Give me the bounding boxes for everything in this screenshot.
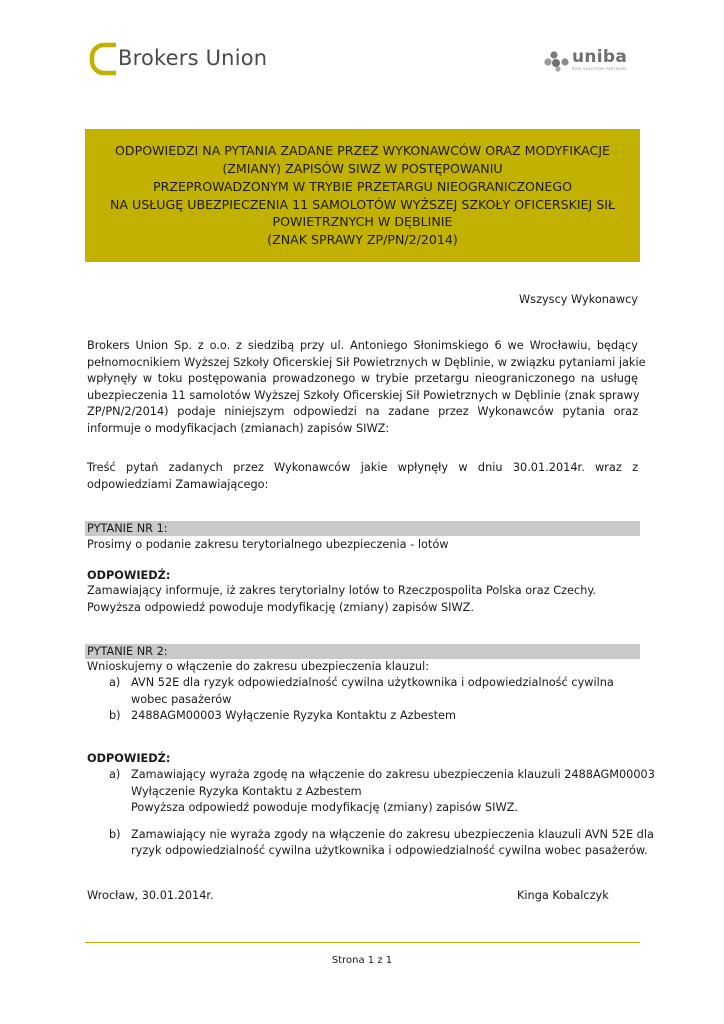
brand-right-name: uniba — [572, 47, 628, 67]
brokers-union-logo — [88, 38, 288, 82]
uniba-dots-icon — [544, 50, 572, 72]
place-date: Wrocław, 30.01.2014r. — [87, 889, 214, 902]
signatory-name: Kinga Kobalczyk — [517, 889, 609, 902]
intro-line-5: ZP/PN/2/2014) podaje niniejszym odpowiedzi na zadane przez Wykonawców pytania oraz — [87, 405, 638, 418]
answer-1-line-2: Powyższa odpowiedź powoduje modyfikację (zmiany) zapisów SIWZ. — [87, 600, 475, 614]
brand-left-name: Brokers Union — [118, 46, 268, 70]
answer-2-item-b — [87, 827, 654, 860]
page-number: Strona 1 z 1 — [331, 955, 393, 966]
uniba-logo — [544, 47, 644, 80]
question-2-item-b-line-1: 2488AGM00003 Wyłączenie Ryzyka Kontaktu z Azbestem — [131, 709, 456, 722]
question-2-item-a-line-2: wobec pasażerów — [131, 692, 232, 706]
answer-2-item-b-marker: b) — [109, 827, 121, 841]
answer-1-line-1: Zamawiający informuje, iż zakres terytorialny lotów to Rzeczpospolita Polska oraz Czechy. — [87, 584, 597, 597]
brand-right-tagline: RISK SOLUTION PARTNERS — [572, 67, 627, 71]
answer-2-list — [87, 767, 655, 860]
questions-intro — [87, 460, 638, 493]
question-1-text: Prosimy o podanie zakresu terytorialnego ubezpieczenia - lotów — [87, 538, 449, 551]
intro-paragraph — [87, 338, 646, 437]
question-1-header: PYTANIE NR 1: — [85, 521, 640, 536]
title-line-3: PRZEPROWADZONYM W TRYBIE PRZETARGU NIEOGRANICZONEGO — [152, 178, 572, 194]
title-line-1: ODPOWIEDZI NA PYTANIA ZADANE PRZEZ WYKONAWCÓW ORAZ MODYFIKACJE — [114, 143, 610, 159]
question-2-list — [87, 675, 638, 725]
answer-2-item-a — [87, 767, 655, 817]
answer-1-body — [87, 583, 596, 616]
intro-line-2: pełnomocnikiem Wyższej Szkoły Oficerskiej Sił Powietrznych w Dęblinie, w związku pytaniami jakie — [87, 355, 646, 369]
answer-2-label: ODPOWIEDŹ: — [87, 752, 171, 765]
question-2-item-a-line-1: AVN 52E dla ryzyk odpowiedzialność cywilna użytkownika i odpowiedzialność cywilna — [131, 676, 614, 689]
title-line-5: POWIETRZNYCH W DĘBLINIE — [272, 214, 453, 230]
questions-intro-line-1: Treść pytań zadanych przez Wykonawców jakie wpłynęły w dniu 30.01.2014r. wraz z — [87, 461, 638, 474]
intro-line-3: wpłynęły w toku postępowania prowadzonego w trybie przetargu nieograniczonego na usługę — [87, 372, 638, 385]
addressee: Wszyscy Wykonawcy — [519, 293, 638, 306]
title-line-6: (ZNAK SPRAWY ZP/PN/2/2014) — [267, 232, 458, 248]
document-title-box — [85, 129, 640, 262]
footer-divider — [85, 942, 640, 943]
question-2-item-a-marker: a) — [109, 676, 121, 689]
intro-line-4: ubezpieczenia 11 samolotów Wyższej Szkoły Oficerskiej Sił Powietrznych w Dęblinie (znak sprawy — [87, 388, 640, 402]
intro-line-1: Brokers Union Sp. z o.o. z siedzibą przy ul. Antoniego Słonimskiego 6 we Wrocławiu, będący — [87, 339, 638, 352]
title-line-4: NA USŁUGĘ UBEZPIECZENIA 11 SAMOLOTÓW WYŻSZEJ SZKOŁY OFICERSKIEJ SIŁ — [109, 196, 616, 212]
answer-2-item-a-marker: a) — [109, 768, 121, 781]
title-line-2: (ZMIANY) ZAPISÓW SIWZ W POSTĘPOWANIU — [222, 160, 503, 176]
questions-intro-line-2: odpowiedziami Zamawiającego: — [87, 477, 269, 491]
answer-2-item-a-line-1: Zamawiający wyraża zgodę na włączenie do zakresu ubezpieczenia klauzuli 2488AGM00003 — [131, 768, 655, 781]
question-2-text: Wnioskujemy o włączenie do zakresu ubezpieczenia klauzul: — [87, 660, 430, 673]
question-2-item-a — [87, 675, 638, 708]
answer-2-item-b-line-2: ryzyk odpowiedzialność cywilna użytkownika i odpowiedzialność cywilna wobec pasażerów. — [131, 844, 648, 857]
question-2-item-b-marker: b) — [109, 709, 121, 722]
answer-2-item-a-line-2: Wyłączenie Ryzyka Kontaktu z Azbestem — [131, 784, 362, 798]
answer-2-item-b-line-1: Zamawiający nie wyraża zgody na włączenie do zakresu ubezpieczenia klauzuli AVN 52E dla — [131, 827, 654, 841]
intro-line-6: informuje o modyfikacjach (zmianach) zapisów SIWZ: — [87, 421, 390, 435]
answer-1-label: ODPOWIEDŹ: — [87, 569, 171, 582]
question-2-item-b — [87, 708, 638, 725]
answer-2-item-a-line-3: Powyższa odpowiedź powoduje modyfikację (zmiany) zapisów SIWZ. — [131, 801, 519, 814]
question-2-header: PYTANIE NR 2: — [85, 644, 640, 659]
